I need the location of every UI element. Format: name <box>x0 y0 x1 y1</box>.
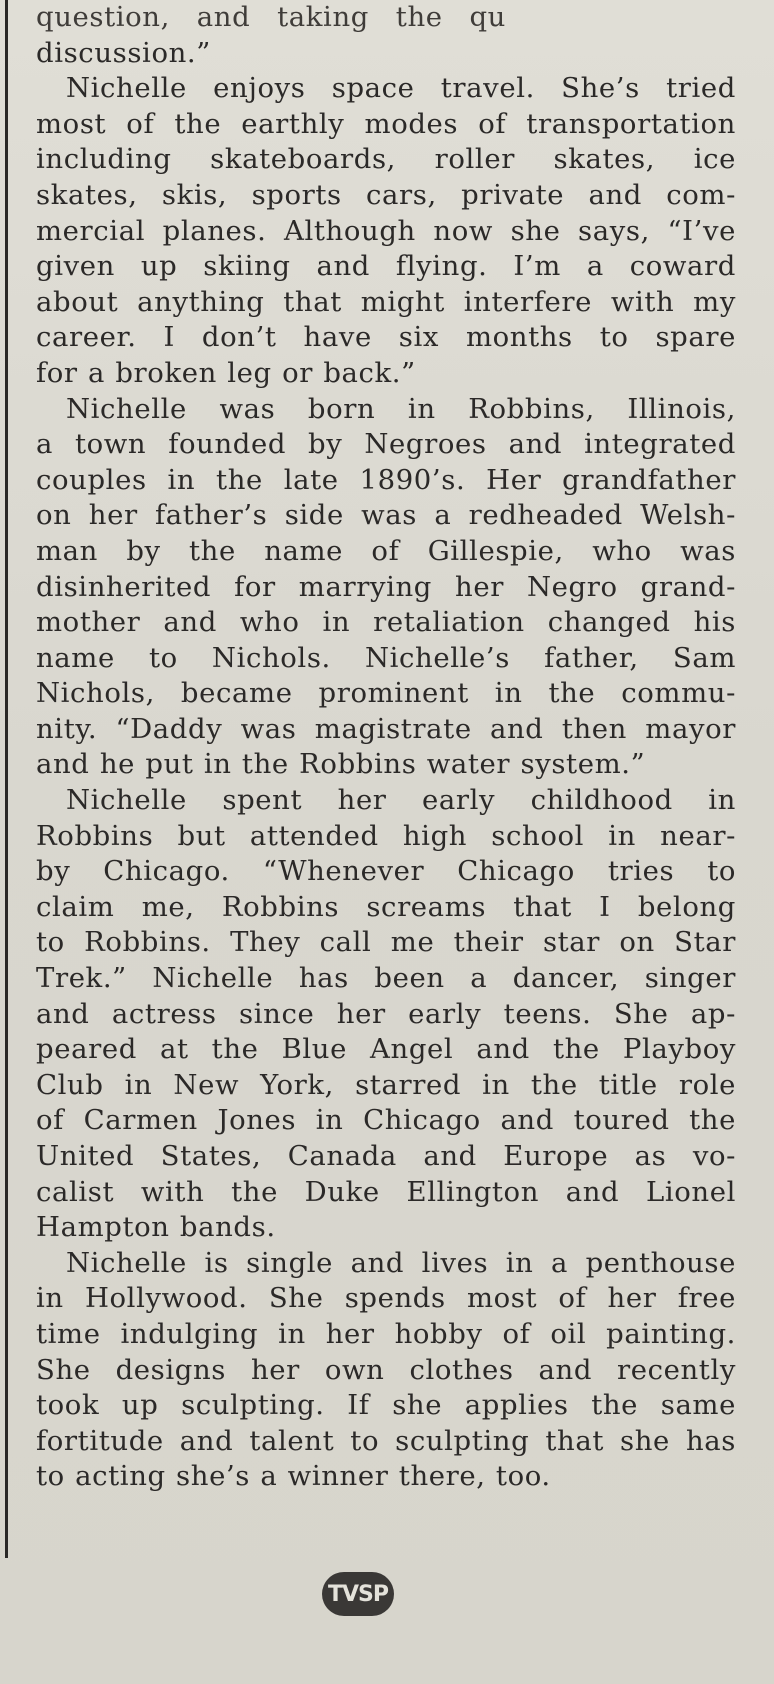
text-line: Nichelle is single and lives in a penthouse <box>66 1246 736 1279</box>
text-line: Nichelle enjoys space travel. She’s tried <box>66 72 736 105</box>
text-line: Club in New York, starred in the title role <box>36 1068 736 1101</box>
text-line: in Hollywood. She spends most of her free <box>36 1282 736 1315</box>
text-line: mother and who in retaliation changed his <box>36 606 736 639</box>
text-line: She designs her own clothes and recently <box>36 1353 736 1386</box>
text-line: skates, skis, sports cars, private and com- <box>36 178 736 211</box>
text-line: question, and taking the qu <box>36 1 506 33</box>
text-line: fortitude and talent to sculpting that she has <box>36 1424 736 1457</box>
text-line: for a broken leg or back.” <box>36 356 416 389</box>
text-line: Trek.” Nichelle has been a dancer, singer <box>36 962 736 995</box>
text-line: peared at the Blue Angel and the Playboy <box>36 1033 736 1066</box>
text-line: including skateboards, roller skates, ice <box>36 143 736 176</box>
text-line: disinherited for marrying her Negro grand- <box>36 570 736 603</box>
text-line: of Carmen Jones in Chicago and toured the <box>36 1104 736 1137</box>
tvsp-logo-text: TVSP <box>327 1581 388 1607</box>
text-line: Nichols, became prominent in the commu- <box>36 677 736 710</box>
text-line: nity. “Daddy was magistrate and then mayor <box>36 712 736 745</box>
text-line: to acting she’s a winner there, too. <box>36 1460 551 1493</box>
text-line: and actress since her early teens. She ap- <box>36 997 736 1030</box>
text-line: couples in the late 1890’s. Her grandfather <box>36 463 736 496</box>
text-line: most of the earthly modes of transportation <box>36 107 736 140</box>
text-line: claim me, Robbins screams that I belong <box>36 890 736 923</box>
text-line: calist with the Duke Ellington and Lionel <box>36 1175 736 1208</box>
text-line: Nichelle spent her early childhood in <box>66 784 736 817</box>
text-line: Robbins but attended high school in near- <box>36 819 736 852</box>
text-line: Hampton bands. <box>36 1211 276 1244</box>
text-line: a town founded by Negroes and integrated <box>36 428 736 461</box>
article-text <box>36 0 736 1495</box>
column-rule <box>5 0 8 1558</box>
text-line: given up skiing and flying. I’m a coward <box>36 250 736 283</box>
text-line: career. I don’t have six months to spare <box>36 321 736 354</box>
text-line: United States, Canada and Europe as vo- <box>36 1140 736 1172</box>
text-line: discussion.” <box>36 36 211 69</box>
text-line: to Robbins. They call me their star on Star <box>36 926 736 959</box>
text-line: took up sculpting. If she applies the same <box>36 1389 736 1422</box>
text-line: man by the name of Gillespie, who was <box>36 534 736 567</box>
text-line: name to Nichols. Nichelle’s father, Sam <box>36 641 736 674</box>
text-line: about anything that might interfere with my <box>36 285 736 318</box>
text-line: Nichelle was born in Robbins, Illinois, <box>66 392 736 425</box>
text-line: time indulging in her hobby of oil painting. <box>36 1317 736 1350</box>
text-line: on her father’s side was a redheaded Welsh- <box>36 499 736 532</box>
text-line: mercial planes. Although now she says, “I’ve <box>36 214 736 247</box>
text-line: by Chicago. “Whenever Chicago tries to <box>36 855 736 888</box>
tvsp-logo <box>322 1572 394 1616</box>
text-line: and he put in the Robbins water system.” <box>36 748 646 781</box>
